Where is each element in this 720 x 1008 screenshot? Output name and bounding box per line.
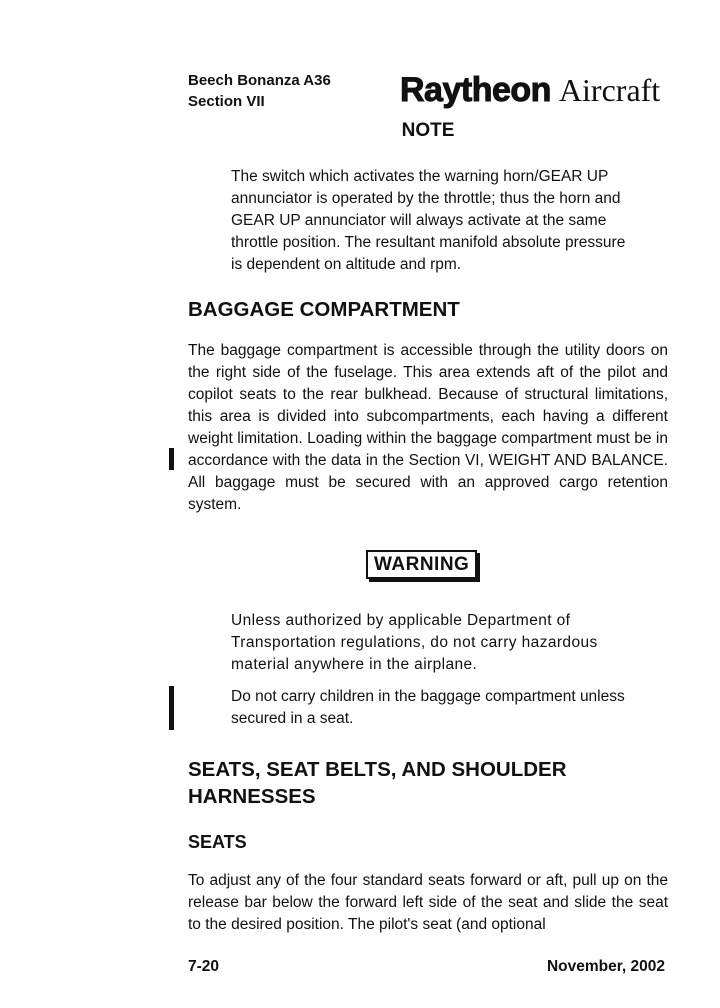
aircraft-model: Beech Bonanza A36	[188, 72, 331, 89]
page-number: 7-20	[188, 958, 220, 975]
section-label: Section VII	[188, 93, 265, 110]
logo-sub: Aircraft	[558, 72, 661, 108]
warning-paragraph-children: Do not carry children in the baggage compartment unless secured in a seat.	[231, 688, 625, 727]
note-label: NOTE	[401, 120, 455, 141]
seats-section-heading: SEATS, SEAT BELTS, AND SHOULDER HARNESSES	[188, 758, 567, 808]
baggage-body: The baggage compartment is accessible through the utility doors on the right side of the fuselage. This area extends aft of the pilot and copilot seats to the rear bulkhead. Because of structural limitations, this area is divided into subcompartments, each having a different weight limitation. Loading within the baggage compartment must be in accordance with the data in the Section VI, WEIGHT AND BALANCE. All baggage must be secured with an approved cargo retention system.	[188, 342, 668, 513]
warning-label-box	[366, 550, 477, 579]
warning-label: WARNING	[366, 550, 477, 579]
note-text: The switch which activates the warning horn/GEAR UP annunciator is operated by the throttle; thus the horn and GEAR UP annunciator will always activate at the same throttle position. The resultant manifold absolute pressure is dependent on altitude and rpm.	[231, 168, 626, 273]
revision-bar	[169, 686, 174, 730]
revision-date: November, 2002	[546, 958, 665, 975]
raytheon-aircraft-logo	[400, 70, 660, 117]
baggage-heading: BAGGAGE COMPARTMENT	[188, 298, 460, 321]
seats-body: To adjust any of the four standard seats forward or aft, pull up on the release bar below the forward left side of the seat and slide the seat to the desired position. The pilot's seat (and optional	[188, 872, 668, 933]
revision-bar	[169, 448, 174, 470]
seats-subheading: SEATS	[188, 832, 247, 852]
document-header	[188, 70, 331, 112]
logo-brand: Raytheon	[400, 71, 551, 109]
warning-paragraph-hazardous: Unless authorized by applicable Department of Transportation regulations, do not carry hazardous material anywhere in the airplane.	[231, 612, 598, 673]
